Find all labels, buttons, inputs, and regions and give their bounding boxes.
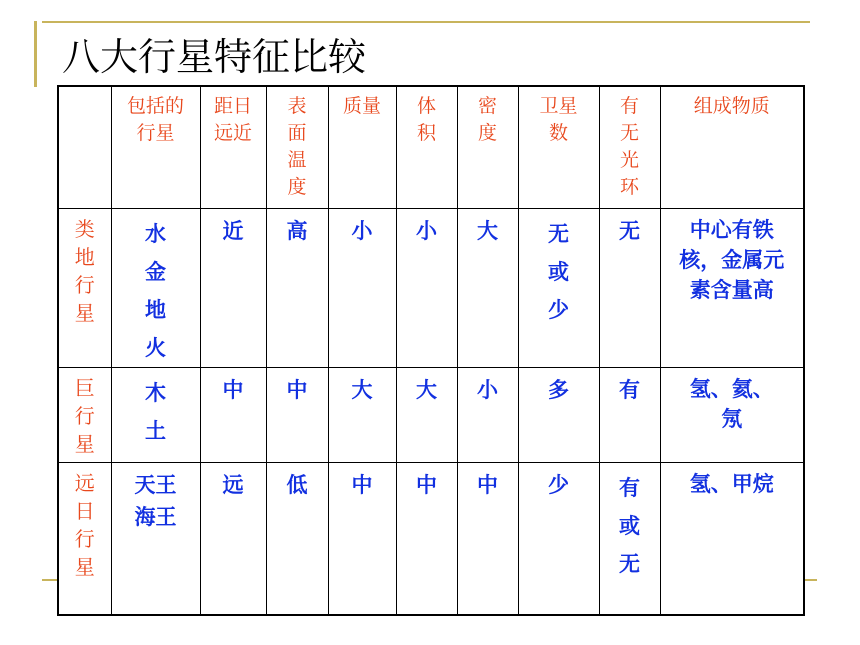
cell-mass: 小 bbox=[328, 208, 396, 367]
cell-satellites: 少 bbox=[518, 462, 599, 615]
cell-satellites: 无或少 bbox=[518, 208, 599, 367]
table-row bbox=[58, 462, 804, 615]
cell-distance: 远 bbox=[200, 462, 266, 615]
cell-volume: 中 bbox=[396, 462, 457, 615]
table-row bbox=[58, 367, 804, 462]
header-corner bbox=[58, 86, 111, 208]
decor-top-line bbox=[42, 21, 810, 23]
decor-bottom-left-line bbox=[42, 579, 58, 581]
cell-composition: 中心有铁核，金属元素含量高 bbox=[660, 208, 804, 367]
cell-temperature: 低 bbox=[266, 462, 328, 615]
cell-composition: 氢、甲烷 bbox=[660, 462, 804, 615]
decor-left-line bbox=[34, 21, 37, 87]
cell-rings: 无 bbox=[599, 208, 660, 367]
decor-bottom-right-line bbox=[803, 579, 817, 581]
header-mass: 质量 bbox=[328, 86, 396, 208]
cell-volume: 大 bbox=[396, 367, 457, 462]
cell-satellites: 多 bbox=[518, 367, 599, 462]
cell-mass: 中 bbox=[328, 462, 396, 615]
row-label-terrestrial: 类地行星 bbox=[58, 208, 111, 367]
cell-volume: 小 bbox=[396, 208, 457, 367]
cell-temperature: 中 bbox=[266, 367, 328, 462]
cell-distance: 近 bbox=[200, 208, 266, 367]
header-distance: 距日远近 bbox=[200, 86, 266, 208]
cell-planets: 水金地火 bbox=[111, 208, 200, 367]
cell-temperature: 高 bbox=[266, 208, 328, 367]
row-label-giant: 巨行星 bbox=[58, 367, 111, 462]
header-density: 密度 bbox=[457, 86, 518, 208]
cell-composition: 氢、氦、氖 bbox=[660, 367, 804, 462]
header-satellites: 卫星数 bbox=[518, 86, 599, 208]
cell-planets: 木土 bbox=[111, 367, 200, 462]
cell-density: 大 bbox=[457, 208, 518, 367]
table-row bbox=[58, 208, 804, 367]
header-volume: 体积 bbox=[396, 86, 457, 208]
cell-distance: 中 bbox=[200, 367, 266, 462]
planet-comparison-table bbox=[57, 85, 805, 616]
cell-mass: 大 bbox=[328, 367, 396, 462]
row-label-ice-giant: 远日行星 bbox=[58, 462, 111, 615]
header-included-planets: 包括的行星 bbox=[111, 86, 200, 208]
page-title: 八大行星特征比较 bbox=[62, 35, 367, 79]
cell-rings: 有或无 bbox=[599, 462, 660, 615]
cell-rings: 有 bbox=[599, 367, 660, 462]
header-rings: 有无光环 bbox=[599, 86, 660, 208]
cell-density: 小 bbox=[457, 367, 518, 462]
table-header-row bbox=[58, 86, 804, 208]
header-surface-temp: 表面温度 bbox=[266, 86, 328, 208]
header-composition: 组成物质 bbox=[660, 86, 804, 208]
cell-planets: 天王海王 bbox=[111, 462, 200, 615]
cell-density: 中 bbox=[457, 462, 518, 615]
